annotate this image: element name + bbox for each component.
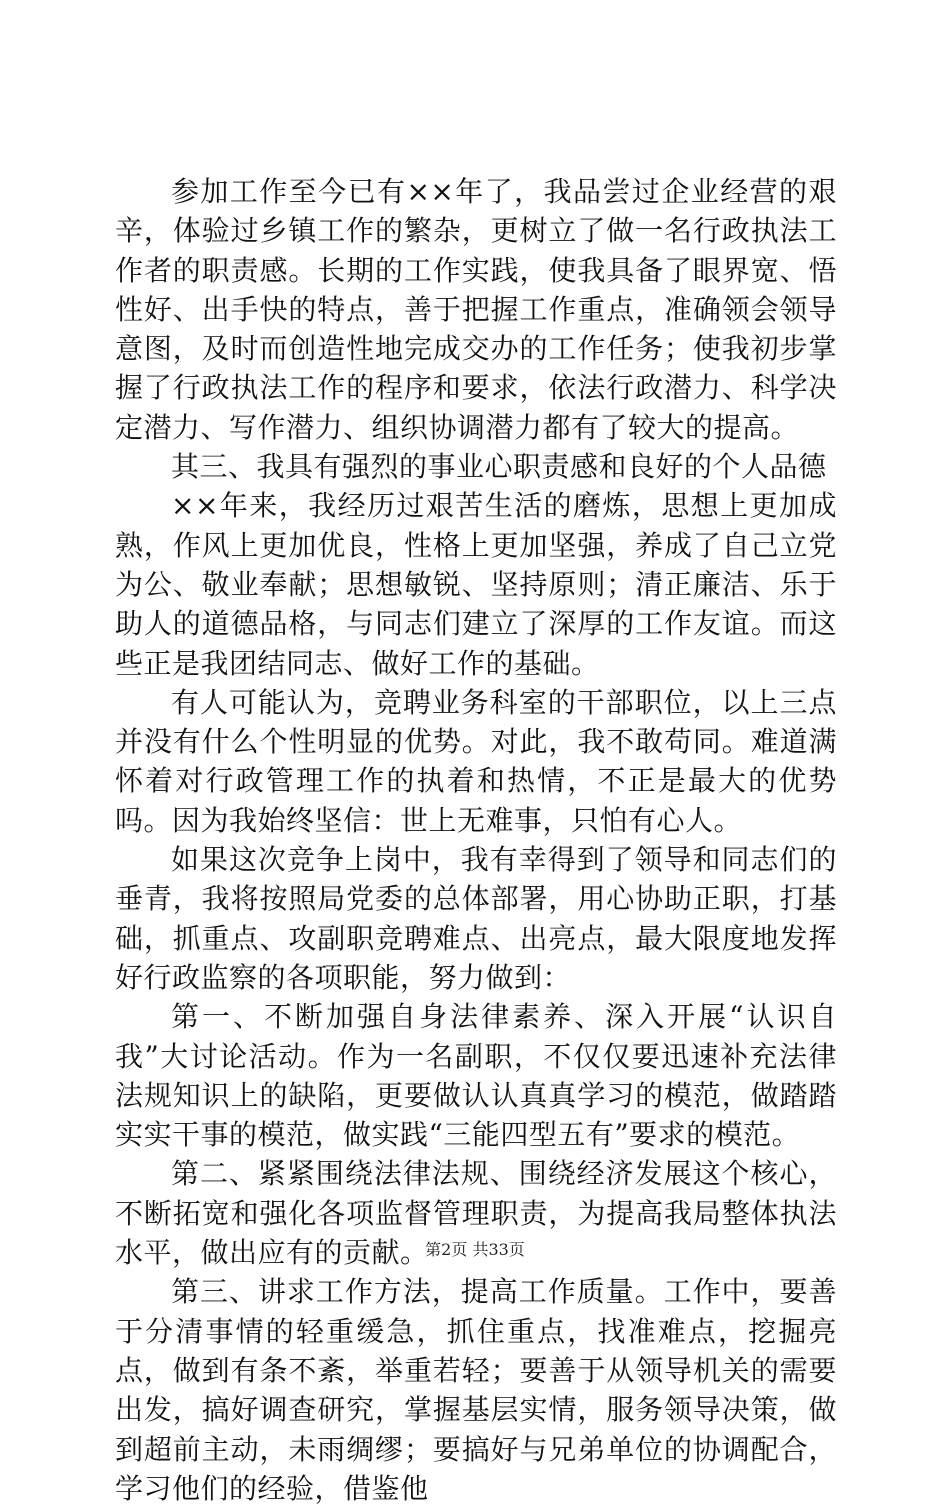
paragraph-advantage: 有人可能认为，竞聘业务科室的干部职位，以上三点并没有什么个性明显的优势。对此，我不敢苟同。难道满怀着对行政管理工作的执着和热情，不正是最大的优势吗。因为我始终坚信：世上无难事，只怕有心人。 [115,685,837,837]
paragraph-first-goal: 第一、不断加强自身法律素养、深入开展“认识自我”大讨论活动。作为一名副职，不仅仅要迅速补充法律法规知识上的缺陷，更要做认认真真学习的模范，做踏踏实实干事的模范，做实践“三能四型五有”要求的模范。 [115,1000,837,1152]
paragraph-character: ××年来，我经历过艰苦生活的磨炼，思想上更加成熟，作风上更加优良，性格上更加坚强，养成了自己立党为公、敬业奉献；思想敏锐、坚持原则；清正廉洁、乐于助人的道德品格，与同志们建立了深厚的工作友谊。而这些正是我团结同志、做好工作的基础。 [115,489,837,680]
paragraph-plan: 如果这次竞争上岗中，我有幸得到了领导和同志们的垂青，我将按照局党委的总体部署，用心协助正职，打基础，抓重点、攻副职竞聘难点、出亮点，最大限度地发挥好行政监察的各项职能，努力做到： [115,843,837,994]
paragraph-third-goal: 第三、讲求工作方法，提高工作质量。工作中，要善于分清事情的轻重缓急，抓住重点，找准难点，挖掘亮点，做到有条不紊，举重若轻；要善于从领导机关的需要出发，搞好调查研究，掌握基层实情，服务领导决策，做到超前主动，未雨绸缪；要搞好与兄弟单位的协调配合，学习他们的经验，借鉴他 [115,1275,837,1505]
paragraph-experience: 参加工作至今已有××年了，我品尝过企业经营的艰辛，体验过乡镇工作的繁杂，更树立了做一名行政执法工作者的职责感。长期的工作实践，使我具备了眼界宽、悟性好、出手快的特点，善于把握工作重点，准确领会领导意图，及时而创造性地完成交办的工作任务；使我初步掌握了行政执法工作的程序和要求，依法行政潜力、科学决定潜力、写作潜力、组织协调潜力都有了较大的提高。 [115,175,837,444]
page-footer: 第2页 共33页 [425,1240,525,1259]
paragraph-third-point-heading: 其三、我具有强烈的事业心职责感和良好的个人品德 [171,450,827,484]
document-body [115,172,837,1508]
paragraph-second-goal: 第二、紧紧围绕法律法规、围绕经济发展这个核心，不断拓宽和强化各项监督管理职责，为提高我局整体执法水平，做出应有的贡献。 [115,1157,837,1270]
